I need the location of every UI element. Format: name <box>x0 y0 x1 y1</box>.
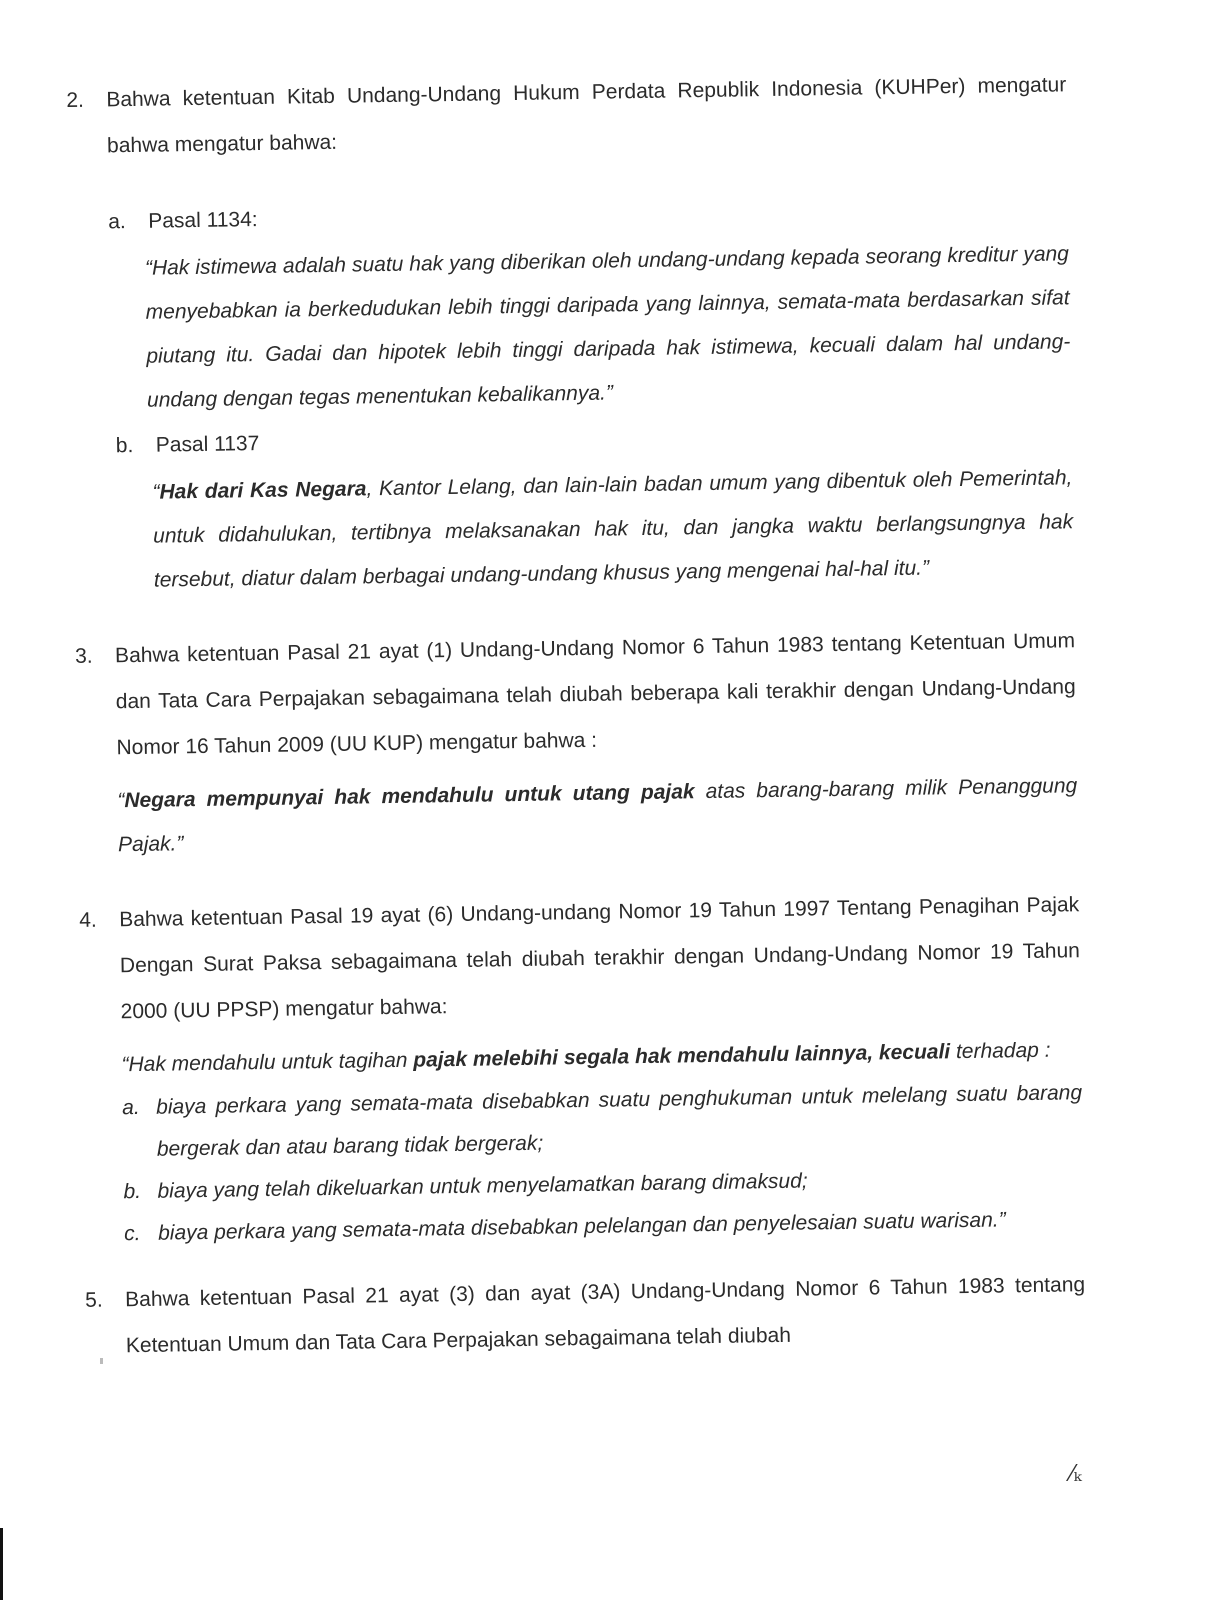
item-paragraph: Bahwa ketentuan Pasal 19 ayat (6) Undang-undang Nomor 19 Tahun 1997 Tentang Penagihan Pajak Dengan Surat Paksa sebagaimana telah diubah terakhir dengan Undang-Undang Nomor 19 Tahun 2000 (UU PPSP) mengatur bahwa: <box>119 893 1081 1024</box>
quote-emphasis: Negara mempunyai hak mendahulu untuk utang pajak <box>124 780 695 813</box>
quote-emphasis: Hak dari Kas Negara <box>159 477 367 504</box>
item-number: 2. <box>66 88 85 112</box>
item-number: 5. <box>85 1288 103 1312</box>
sub-item-label: a. <box>108 210 126 234</box>
quote-open: “ <box>152 480 160 504</box>
numbered-item-4 <box>79 882 1081 1036</box>
quote-emphasis: pajak melebihi segala hak mendahulu lainnya, kecuali <box>413 1040 951 1072</box>
quote-body: terhadap : <box>949 1038 1051 1064</box>
numbered-item-5 <box>85 1262 1086 1370</box>
quote-body: atas barang-barang milik Penanggung Pajak.” <box>117 774 1078 857</box>
item-paragraph: Bahwa ketentuan Pasal 21 ayat (3) dan ayat (3A) Undang-Undang Nomor 6 Tahun 1983 tentang Ketentuan Umum dan Tata Cara Perpajakan sebagaimana telah diubah <box>125 1273 1086 1358</box>
scan-edge-mark <box>0 1528 3 1600</box>
handwritten-initials: ⁄ₖ <box>1070 1462 1082 1487</box>
item-paragraph: Bahwa ketentuan Kitab Undang-Undang Hukum Perdata Republik Indonesia (KUHPer) mengatur bahwa mengatur bahwa: <box>106 73 1067 158</box>
list-label: b. <box>123 1179 142 1204</box>
sub-item-label: b. <box>115 433 134 458</box>
item-paragraph: Bahwa ketentuan Pasal 21 ayat (1) Undang-Undang Nomor 6 Tahun 1983 tentang Ketentuan Umum dan Tata Cara Perpajakan sebagaimana telah diubah beberapa kali terakhir dengan Undang-Undang Nomor 16 Tahun 2009 (UU KUP) mengatur bahwa : <box>114 629 1076 760</box>
sub-item-title: Pasal 1134: <box>148 208 258 233</box>
list-text: biaya yang telah dikeluarkan untuk menyelamatkan barang dimaksud; <box>157 1169 808 1203</box>
list-text: biaya perkara yang semata-mata disebabkan pelelangan dan penyelesaian suatu warisan.” <box>157 1208 1006 1245</box>
scan-speck <box>100 1358 103 1364</box>
quote-pasal-1134: “Hak istimewa adalah suatu hak yang diberikan oleh undang-undang kepada seorang kreditur yang menyebabkan ia berkedudukan lebih tinggi daripada yang lainnya, semata-mata berdasarkan sifat piutang itu. Gadai dan hipotek lebih tinggi daripada hak istimewa, kecuali dalam hal undang-undang dengan tegas menentukan kebalikannya.” <box>144 242 1071 412</box>
list-label: c. <box>123 1221 141 1246</box>
numbered-item-2 <box>66 62 1067 170</box>
quote-lead: “Hak mendahulu untuk tagihan <box>121 1048 414 1077</box>
list-label: a. <box>122 1095 140 1120</box>
quote-body: , Kantor Lelang, dan lain-lain badan umum yang dibentuk oleh Pemerintah, untuk didahulukan, tertibnya melaksanakan hak itu, dan jangka waktu berlangsungnya hak tersebut, diatur dalam berbagai undang-undang khusus yang mengenai hal-hal itu.” <box>153 466 1074 592</box>
numbered-item-3 <box>75 618 1077 772</box>
item-number: 4. <box>79 908 97 932</box>
list-text: biaya perkara yang semata-mata disebabkan suatu penghukuman untuk melelang suatu barang bergerak dan atau barang tidak bergerak; <box>155 1081 1083 1161</box>
quote-pasal-1137 <box>152 456 1074 602</box>
quote-uu-kup <box>117 764 1078 867</box>
item-number: 3. <box>74 644 93 668</box>
sub-item-title: Pasal 1137 <box>155 432 260 457</box>
document-body <box>66 62 1086 1370</box>
quote-list-item-a <box>122 1072 1083 1171</box>
quote-open: “ <box>117 789 125 813</box>
